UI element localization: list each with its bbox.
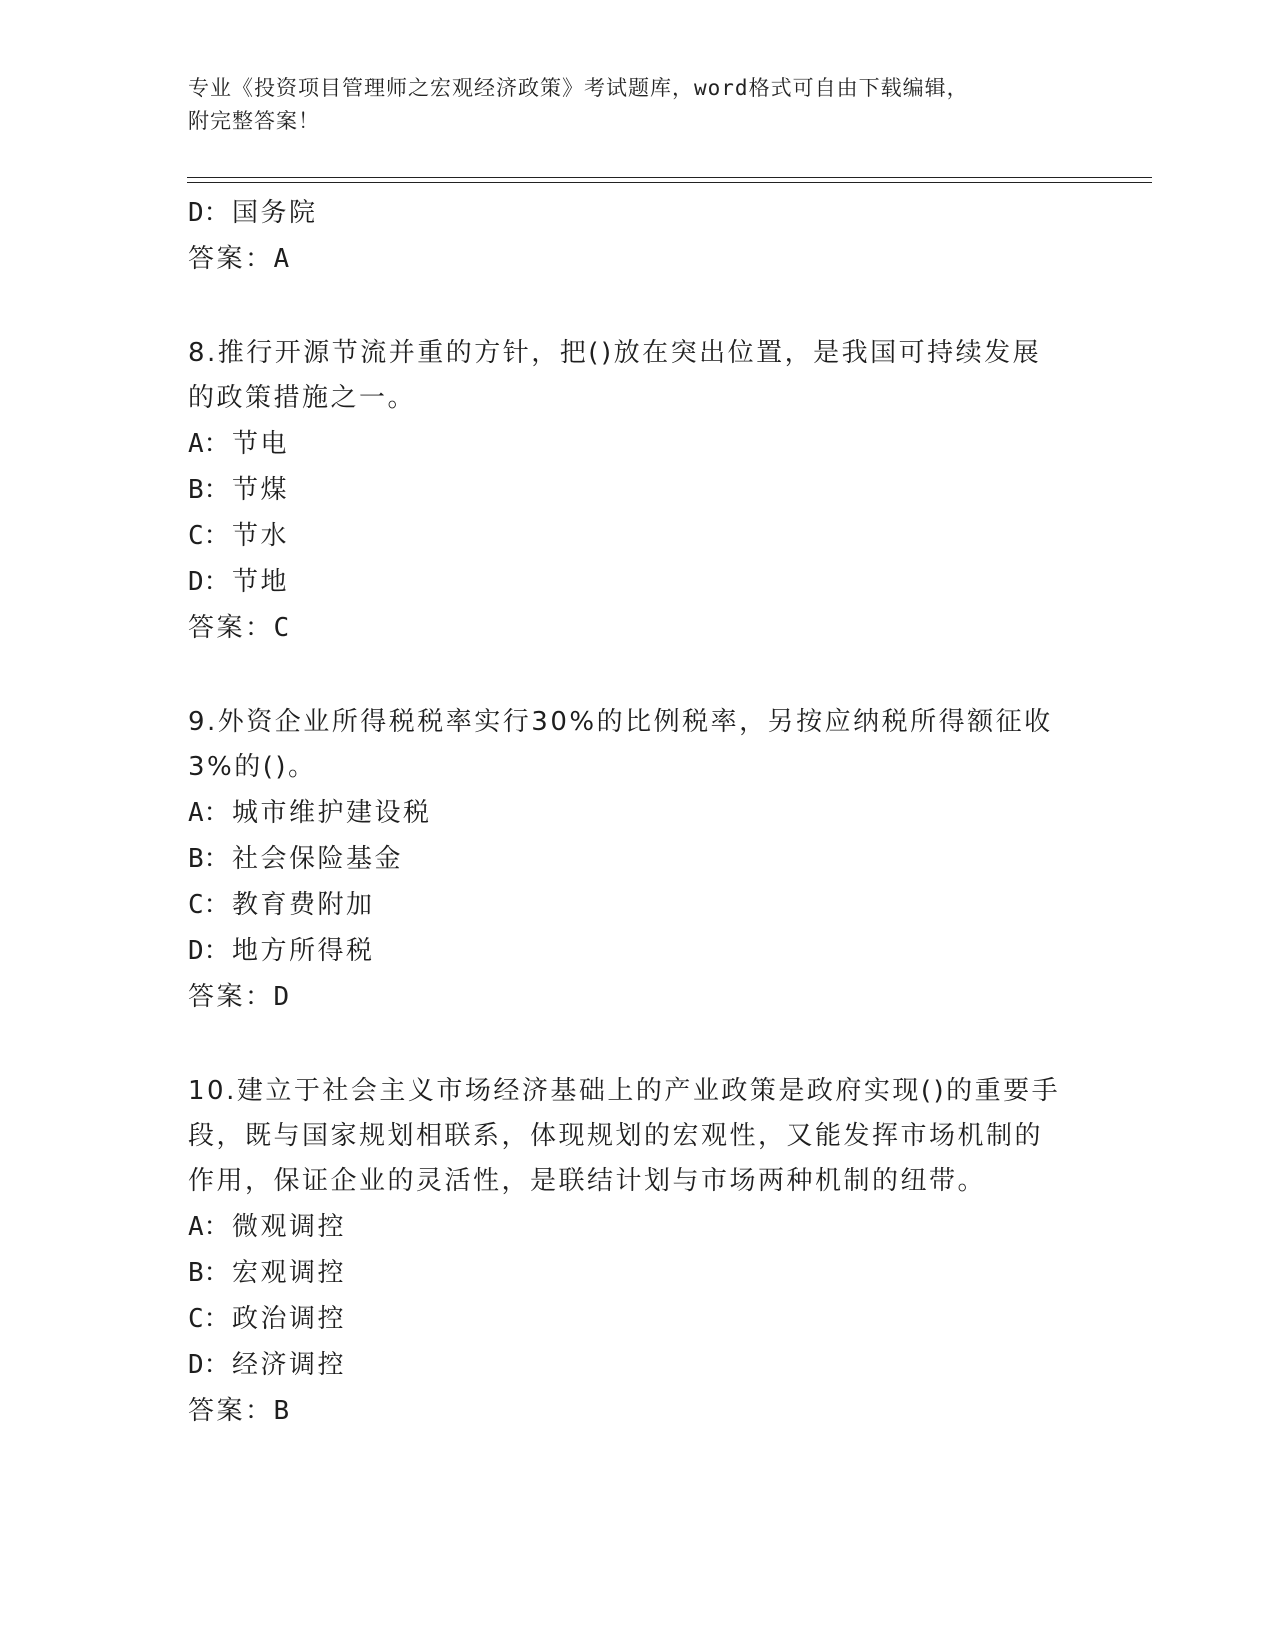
answer-line: [188, 605, 1088, 651]
question-text-line: 10.建立于社会主义市场经济基础上的产业政策是政府实现()的重要手: [188, 1076, 1061, 1106]
header-divider-bottom: [187, 182, 1152, 183]
answer-label: 答案：: [188, 982, 274, 1012]
option-text: 节电: [232, 429, 290, 459]
answer-value: C: [273, 613, 290, 643]
option-text: 政治调控: [232, 1304, 347, 1334]
option-d: [188, 928, 1088, 974]
option-letter: D：: [188, 567, 230, 597]
option-letter: C：: [188, 521, 230, 551]
option-text: 社会保险基金: [232, 844, 404, 874]
option-a: [188, 790, 1088, 836]
answer-value: D: [273, 982, 290, 1012]
question-10: [188, 1069, 1088, 1434]
option-d: [188, 1342, 1088, 1388]
option-text: 微观调控: [232, 1212, 347, 1242]
option-b: [188, 1250, 1088, 1296]
question-list: [188, 190, 1088, 1434]
answer-label: 答案：: [188, 1396, 274, 1426]
option-letter: A：: [188, 429, 230, 459]
question-text: [188, 1069, 1088, 1204]
option-letter: B：: [188, 475, 230, 505]
answer-label: 答案：: [188, 244, 274, 274]
answer-line: [188, 236, 1088, 282]
option-text: 经济调控: [232, 1350, 347, 1380]
question-text-line: 作用，保证企业的灵活性，是联结计划与市场两种机制的纽带。: [188, 1166, 987, 1196]
option-text: 教育费附加: [232, 890, 375, 920]
answer-label: 答案：: [188, 613, 274, 643]
option-text: 城市维护建设税: [232, 798, 432, 828]
option-letter: A：: [188, 1212, 230, 1242]
option-text: 节煤: [232, 475, 290, 505]
question-text-line: 的政策措施之一。: [188, 383, 417, 413]
option-letter: B：: [188, 844, 230, 874]
question-text: [188, 700, 1088, 790]
option-text: 地方所得税: [232, 936, 375, 966]
option-c: [188, 1296, 1088, 1342]
option-d: [188, 559, 1088, 605]
option-text: 节地: [232, 567, 290, 597]
option-letter: D：: [188, 1350, 230, 1380]
answer-line: [188, 974, 1088, 1020]
header-line-1: 专业《投资项目管理师之宏观经济政策》考试题库，word格式可自由下载编辑，: [188, 76, 969, 100]
page-header: [188, 72, 1088, 138]
spacer: [188, 282, 1088, 331]
question-text-line: 8.推行开源节流并重的方针，把()放在突出位置，是我国可持续发展: [188, 338, 1042, 368]
option-text: 宏观调控: [232, 1258, 347, 1288]
previous-question-tail: [188, 190, 1088, 282]
question-text-line: 3%的()。: [188, 752, 317, 782]
option-d: [188, 190, 1088, 236]
header-divider-top: [187, 177, 1152, 178]
question-9: [188, 700, 1088, 1020]
option-letter: D：: [188, 936, 230, 966]
question-8: [188, 331, 1088, 651]
answer-value: B: [273, 1396, 290, 1426]
answer-line: [188, 1388, 1088, 1434]
option-b: [188, 836, 1088, 882]
spacer: [188, 1020, 1088, 1069]
option-text: 国务院: [232, 198, 318, 228]
question-text: [188, 331, 1088, 421]
question-text-line: 9.外资企业所得税税率实行30%的比例税率，另按应纳税所得额征收: [188, 707, 1053, 737]
option-letter: D：: [188, 198, 230, 228]
option-text: 节水: [232, 521, 290, 551]
option-letter: B：: [188, 1258, 230, 1288]
option-letter: C：: [188, 890, 230, 920]
option-letter: A：: [188, 798, 230, 828]
spacer: [188, 651, 1088, 700]
option-a: [188, 421, 1088, 467]
option-b: [188, 467, 1088, 513]
option-c: [188, 513, 1088, 559]
question-text-line: 段，既与国家规划相联系，体现规划的宏观性，又能发挥市场机制的: [188, 1121, 1044, 1151]
answer-value: A: [273, 244, 290, 274]
header-line-2: 附完整答案！: [188, 109, 320, 133]
option-c: [188, 882, 1088, 928]
option-letter: C：: [188, 1304, 230, 1334]
option-a: [188, 1204, 1088, 1250]
